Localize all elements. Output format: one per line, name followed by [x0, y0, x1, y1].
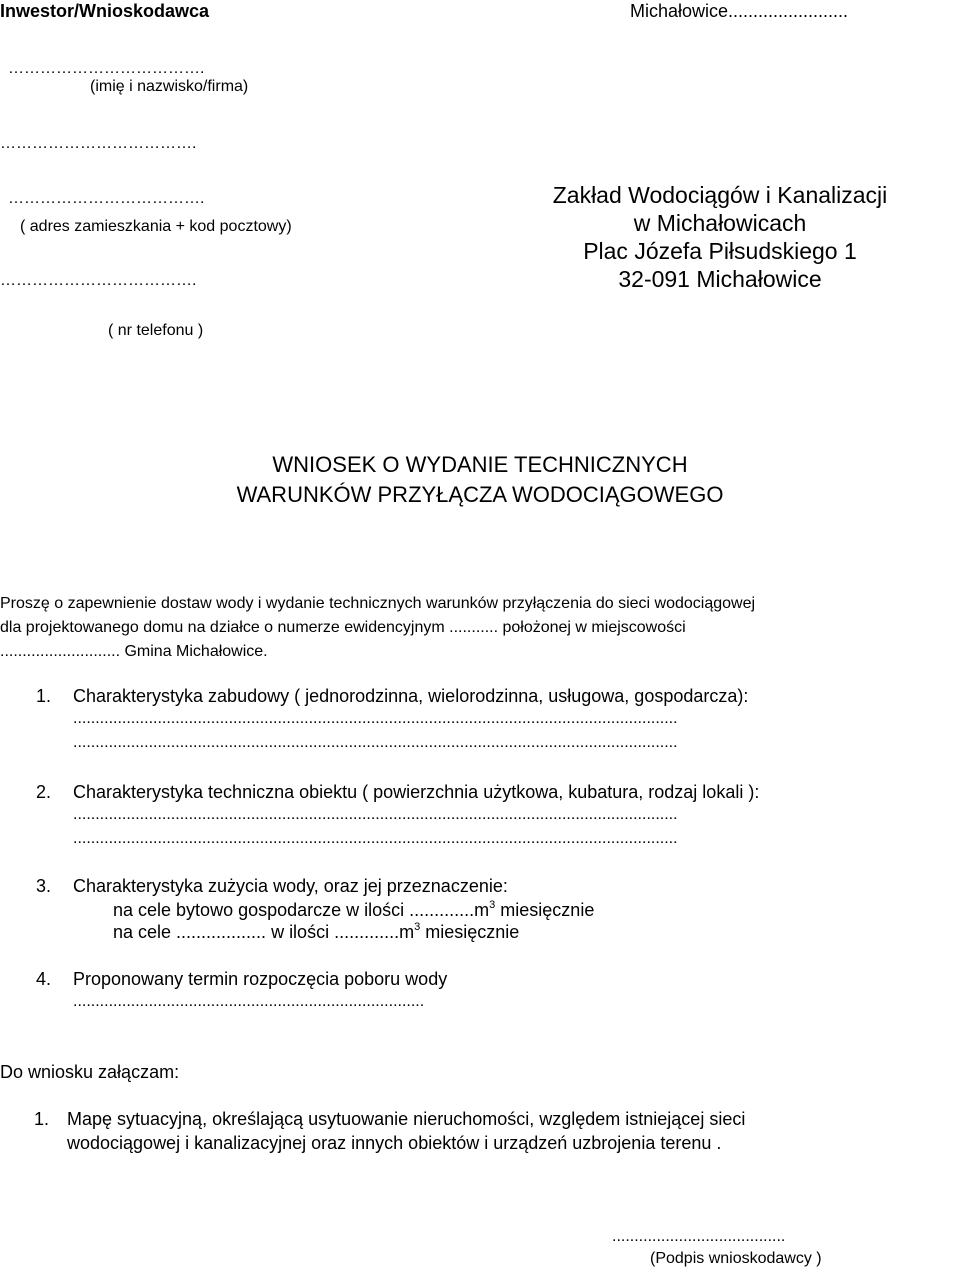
- item-number: 3.: [36, 876, 52, 896]
- item3-row1-text: na cele bytowo gospodarcze w ilości .............m: [113, 900, 490, 920]
- phone-dots[interactable]: ……………………………….: [0, 272, 197, 289]
- item-number: 4.: [36, 969, 52, 989]
- item2-text: Charakterystyka techniczna obiektu ( powierzchnia użytkowa, kubatura, rodzaj lokali ):: [73, 782, 760, 802]
- document-title-line2: WARUNKÓW PRZYŁĄCZA WODOCIĄGOWEGO: [236, 482, 724, 507]
- item3-row1-unit: miesięcznie: [495, 900, 595, 920]
- item2-dots-line2[interactable]: ........................................................................................................................................: [73, 830, 678, 847]
- cubic-superscript: 3: [489, 899, 496, 911]
- attachment1-line1: Mapę sytuacyjną, określającą usytuowanie nieruchomości, względem istniejącej sieci: [67, 1109, 746, 1129]
- item2-dots-line1[interactable]: ........................................................................................................................................: [73, 806, 678, 823]
- item3-row1[interactable]: [113, 900, 594, 921]
- intro-line3: ........................... Gmina Michałowice.: [0, 643, 268, 660]
- recipient-line4: 32-091 Michałowice: [618, 266, 822, 292]
- name-dots[interactable]: ……………………………….: [8, 60, 205, 77]
- attachments-heading: Do wniosku załączam:: [0, 1062, 180, 1082]
- attachment-number: 1.: [34, 1109, 50, 1129]
- item3-row2[interactable]: [113, 922, 519, 943]
- item-number: 2.: [36, 782, 52, 802]
- cubic-superscript: 3: [414, 921, 421, 933]
- signature-dots[interactable]: .......................................: [612, 1228, 786, 1245]
- item3-text: Charakterystyka zużycia wody, oraz jej przeznaczenie:: [73, 876, 508, 896]
- intro-line2: dla projektowanego domu na działce o numerze ewidencyjnym ........... położonej w miejscowości: [0, 619, 686, 636]
- item1-dots-line2[interactable]: ........................................................................................................................................: [73, 734, 678, 751]
- place-date-field[interactable]: Michałowice........................: [630, 1, 849, 21]
- item3-row2-unit: miesięcznie: [420, 922, 520, 942]
- item1-dots-line1[interactable]: ........................................................................................................................................: [73, 710, 678, 727]
- item1-text: Charakterystyka zabudowy ( jednorodzinna, wielorodzinna, usługowa, gospodarcza):: [73, 686, 749, 706]
- attachment1-line2: wodociągowej i kanalizacyjnej oraz innych obiektów i urządzeń uzbrojenia terenu .: [67, 1133, 722, 1153]
- recipient-line2: w Michałowicach: [633, 210, 807, 236]
- address-dots[interactable]: ……………………………….: [8, 190, 205, 207]
- item-number: 1.: [36, 686, 52, 706]
- signature-label: (Podpis wnioskodawcy ): [650, 1250, 822, 1267]
- recipient-line3: Plac Józefa Piłsudskiego 1: [583, 238, 857, 264]
- intro-line1: Proszę o zapewnienie dostaw wody i wydanie technicznych warunków przyłączenia do sieci wodociągowej: [0, 595, 756, 612]
- name-hint: (imię i nazwisko/firma): [90, 78, 249, 95]
- item4-text: Proponowany termin rozpoczęcia poboru wody: [73, 969, 448, 989]
- item3-row2-text: na cele .................. w ilości .............m: [113, 922, 415, 942]
- applicant-heading: Inwestor/Wnioskodawca: [0, 1, 210, 21]
- document-title-line1: WNIOSEK O WYDANIE TECHNICZNYCH: [272, 452, 688, 477]
- address-hint: ( adres zamieszkania + kod pocztowy): [20, 218, 292, 235]
- name-line2-dots[interactable]: ……………………………….: [0, 135, 197, 152]
- phone-hint: ( nr telefonu ): [108, 322, 204, 339]
- recipient-line1: Zakład Wodociągów i Kanalizacji: [552, 182, 888, 208]
- item4-dots[interactable]: ...............................................................................: [73, 993, 425, 1010]
